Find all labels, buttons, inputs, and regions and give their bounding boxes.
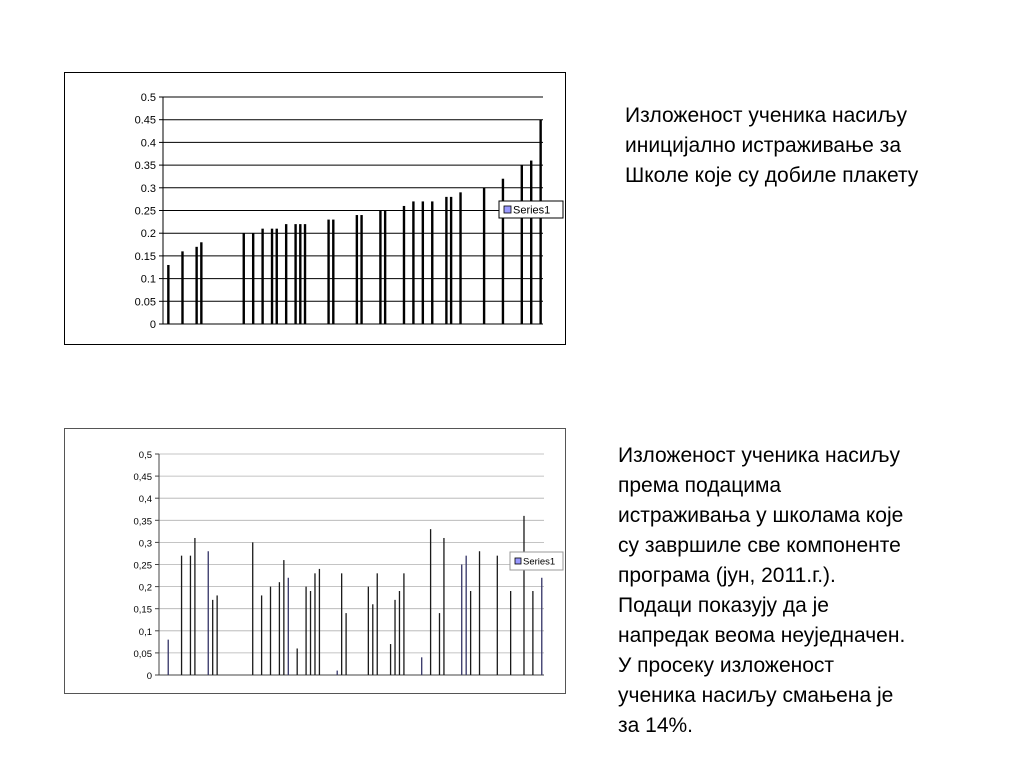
bar bbox=[466, 556, 467, 675]
bar bbox=[310, 591, 311, 675]
bar bbox=[523, 516, 524, 675]
bar bbox=[360, 215, 362, 324]
y-tick-label: 0.3 bbox=[140, 182, 156, 195]
y-tick-label: 0,35 bbox=[133, 516, 152, 528]
y-tick-label: 0,45 bbox=[133, 472, 152, 484]
bar bbox=[532, 591, 533, 675]
bar bbox=[337, 671, 338, 675]
bar bbox=[212, 600, 213, 675]
y-tick-label: 0.05 bbox=[134, 296, 156, 309]
y-tick-label: 0,1 bbox=[138, 626, 152, 638]
bar bbox=[422, 201, 424, 324]
y-tick-label: 0,05 bbox=[133, 648, 152, 660]
bar bbox=[276, 229, 278, 324]
bar bbox=[297, 648, 298, 675]
bar bbox=[356, 215, 358, 324]
y-tick-label: 0,15 bbox=[133, 604, 152, 616]
bar bbox=[412, 201, 414, 324]
bar bbox=[314, 573, 315, 675]
y-tick-label: 0.1 bbox=[140, 273, 156, 286]
bar bbox=[299, 224, 301, 324]
bar bbox=[461, 565, 462, 676]
bar bbox=[243, 233, 245, 324]
legend-swatch bbox=[504, 206, 511, 213]
bar bbox=[470, 591, 471, 675]
bar bbox=[304, 224, 306, 324]
caption-bottom: Изложеност ученика насиљу према подацима истраживања у школама које су завршиле све компоненте програма (јун, 2011.г.). Подаци показују да је напредак веома неуједначен. У просеку изложеност ученика насиљу смањена је за 14%. bbox=[618, 444, 906, 737]
bar bbox=[377, 573, 378, 675]
bar bbox=[384, 211, 386, 325]
bar bbox=[279, 582, 280, 675]
bar bbox=[430, 529, 431, 675]
bar bbox=[450, 197, 452, 324]
bar bbox=[403, 206, 405, 324]
bar bbox=[541, 578, 542, 675]
chart-top-svg bbox=[65, 73, 565, 344]
bar bbox=[252, 542, 253, 675]
bar bbox=[181, 251, 183, 324]
bar bbox=[459, 192, 461, 324]
y-tick-label: 0.5 bbox=[140, 92, 156, 104]
y-tick-label: 0.25 bbox=[134, 205, 156, 218]
bar bbox=[421, 657, 422, 675]
legend-swatch bbox=[515, 558, 521, 564]
bar bbox=[168, 640, 169, 675]
y-tick-label: 0.35 bbox=[134, 160, 156, 173]
bar bbox=[368, 587, 369, 675]
bar bbox=[483, 188, 485, 324]
bar bbox=[345, 613, 346, 675]
chart-bottom bbox=[64, 428, 566, 694]
bar bbox=[443, 538, 444, 675]
bar bbox=[510, 591, 511, 675]
bar bbox=[445, 197, 447, 324]
bar bbox=[283, 560, 284, 675]
y-tick-label: 0.2 bbox=[140, 228, 156, 241]
bar bbox=[497, 556, 498, 675]
bar bbox=[341, 573, 342, 675]
bar bbox=[539, 120, 541, 324]
bar bbox=[208, 551, 209, 675]
y-tick-label: 0,4 bbox=[138, 494, 152, 506]
chart-bottom-svg bbox=[65, 429, 565, 693]
bar bbox=[431, 201, 433, 324]
caption-top: Изложеност ученика насиљу иницијално истраживање за Школе које су добиле плакету bbox=[625, 104, 919, 187]
bar bbox=[181, 556, 182, 675]
bar bbox=[200, 242, 202, 324]
bar bbox=[288, 578, 289, 675]
bar bbox=[270, 587, 271, 675]
y-tick-label: 0.15 bbox=[134, 250, 156, 263]
bar bbox=[285, 224, 287, 324]
bar bbox=[439, 613, 440, 675]
bar bbox=[372, 604, 373, 675]
bar bbox=[379, 211, 381, 325]
y-tick-label: 0 bbox=[146, 671, 152, 682]
bar bbox=[319, 569, 320, 675]
y-tick-label: 0.4 bbox=[140, 137, 156, 150]
bar bbox=[261, 595, 262, 675]
legend-label: Series1 bbox=[513, 204, 551, 217]
y-tick-label: 0,25 bbox=[133, 560, 152, 572]
bar bbox=[390, 644, 391, 675]
bar bbox=[305, 587, 306, 675]
y-tick-label: 0,2 bbox=[138, 582, 152, 594]
bar bbox=[399, 591, 400, 675]
bar bbox=[190, 556, 191, 675]
bar bbox=[194, 538, 195, 675]
bar bbox=[167, 265, 169, 324]
bar bbox=[530, 161, 532, 324]
bar bbox=[521, 165, 523, 324]
bar bbox=[403, 573, 404, 675]
y-tick-label: 0,3 bbox=[138, 538, 152, 550]
y-tick-label: 0.45 bbox=[134, 114, 156, 127]
bar bbox=[271, 229, 273, 324]
legend-label: Series1 bbox=[523, 556, 556, 568]
bar bbox=[294, 224, 296, 324]
bar bbox=[479, 551, 480, 675]
bar bbox=[261, 229, 263, 324]
bar bbox=[394, 600, 395, 675]
bar bbox=[195, 247, 197, 324]
bar bbox=[332, 220, 334, 324]
bar bbox=[252, 233, 254, 324]
chart-top bbox=[64, 72, 566, 345]
y-tick-label: 0,5 bbox=[138, 450, 152, 461]
y-tick-label: 0 bbox=[149, 319, 156, 331]
bar bbox=[216, 595, 217, 675]
bar bbox=[327, 220, 329, 324]
